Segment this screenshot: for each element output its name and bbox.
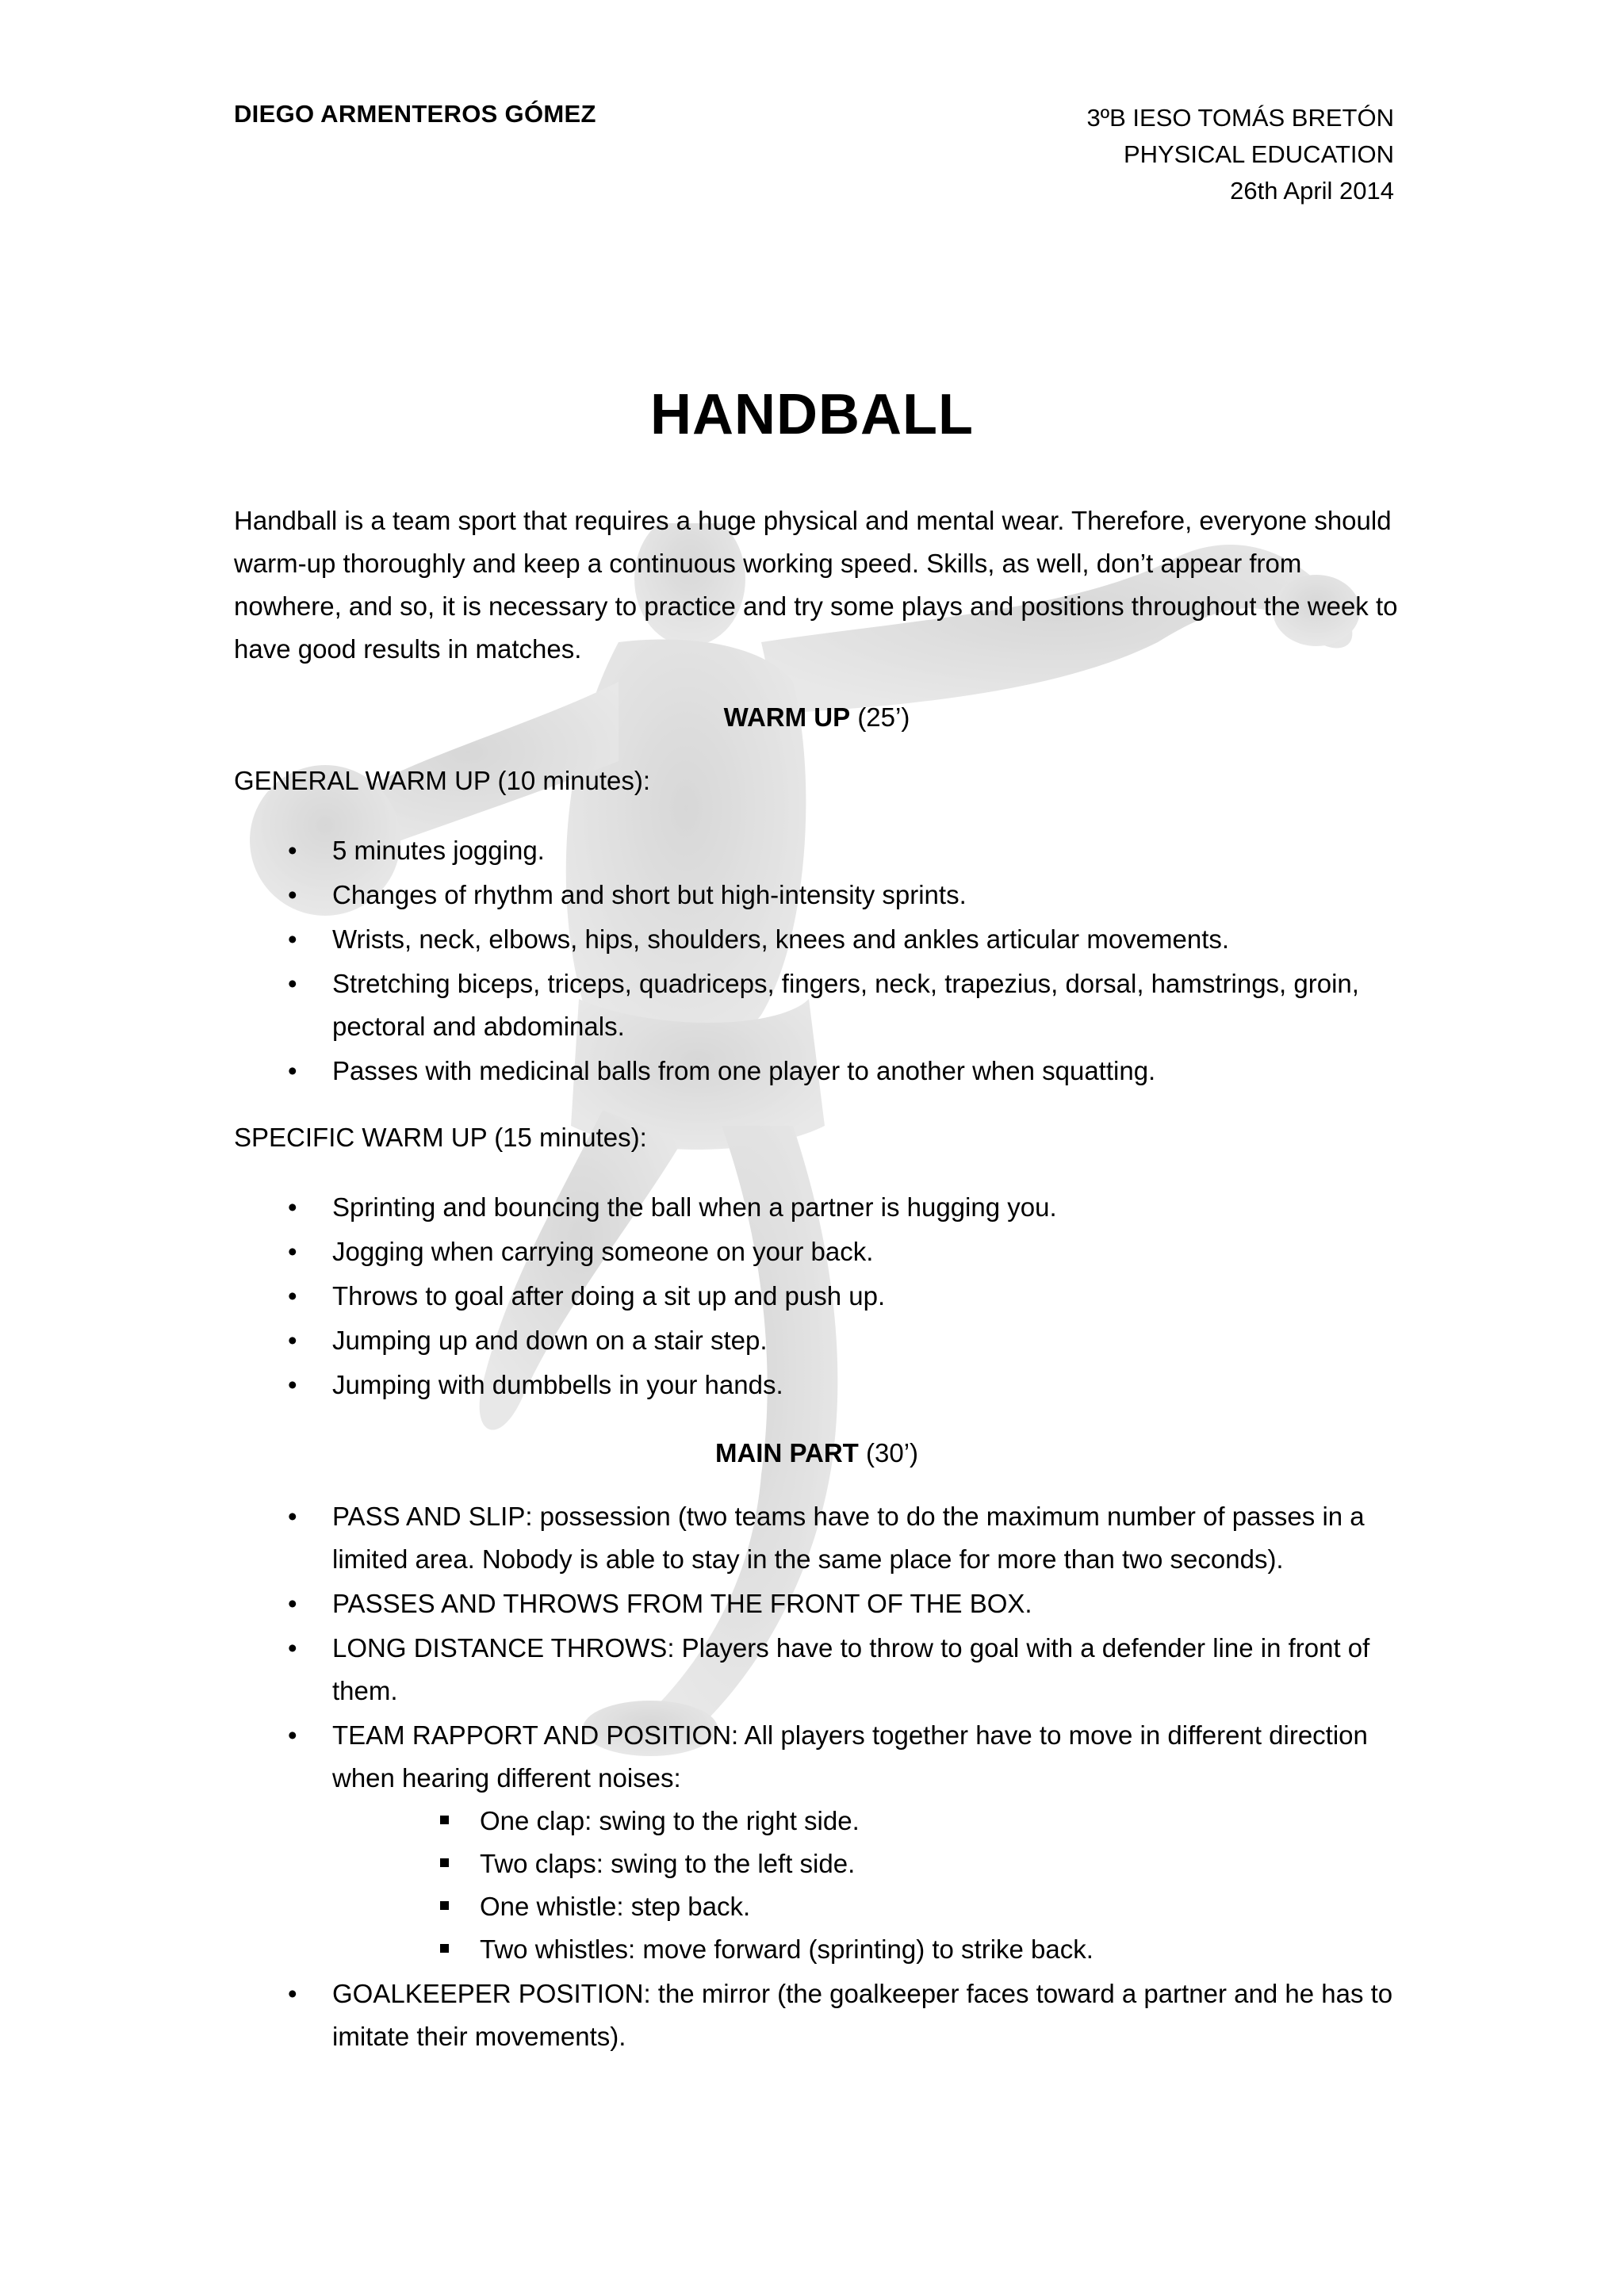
- author-name: DIEGO ARMENTEROS GÓMEZ: [234, 100, 596, 128]
- date-line: 26th April 2014: [1230, 177, 1394, 205]
- general-warm-up-list: [234, 829, 1400, 1093]
- bullet-icon: •: [288, 1633, 297, 1663]
- list-item: [234, 1319, 1400, 1362]
- list-item-text: Wrists, neck, elbows, hips, shoulders, knees and ankles articular movements.: [332, 924, 1230, 954]
- list-item-text: Changes of rhythm and short but high-intensity sprints.: [332, 880, 967, 909]
- sub-list-item-text: One clap: swing to the right side.: [480, 1806, 860, 1835]
- list-item: [234, 1495, 1400, 1581]
- specific-warm-up-list: [234, 1186, 1400, 1406]
- list-item-text: Jumping with dumbbells in your hands.: [332, 1370, 783, 1399]
- bullet-icon: •: [288, 1720, 297, 1750]
- document-title: HANDBALL: [650, 383, 974, 446]
- list-item-text: Stretching biceps, triceps, quadriceps, fingers, neck, trapezius, dorsal, hamstrings, groin, pectoral and abdominals.: [332, 969, 1359, 1041]
- document-body: [234, 499, 1400, 2082]
- list-item: [234, 1364, 1400, 1406]
- list-item: [234, 962, 1400, 1048]
- school-info: [839, 100, 1394, 209]
- school-line: 3ºB IESO TOMÁS BRETÓN: [1086, 104, 1394, 132]
- intro-paragraph: Handball is a team sport that requires a huge physical and mental wear. Therefore, everyone should warm-up thoroughly and keep a continuous working speed. Skills, as well, don’t appear from nowhere, and so, it is necessary to practice and try some plays and positions throughout the week to have good results in matches.: [234, 506, 1398, 664]
- bullet-icon: •: [288, 836, 297, 865]
- list-item: [234, 1275, 1400, 1318]
- list-item-text: Jogging when carrying someone on your back.: [332, 1237, 874, 1266]
- bullet-icon: •: [288, 1281, 297, 1311]
- list-item-text: Jumping up and down on a stair step.: [332, 1326, 768, 1355]
- bullet-icon: •: [288, 969, 297, 998]
- list-item-text: PASSES AND THROWS FROM THE FRONT OF THE BOX.: [332, 1589, 1032, 1618]
- sub-list-item-text: One whistle: step back.: [480, 1892, 751, 1921]
- list-item-text: 5 minutes jogging.: [332, 836, 545, 865]
- list-item: [234, 829, 1400, 872]
- sub-list-item: [332, 1800, 1400, 1843]
- list-item-text: Sprinting and bouncing the ball when a partner is hugging you.: [332, 1192, 1057, 1222]
- square-bullet-icon: [440, 1858, 449, 1867]
- main-part-duration: (30’): [866, 1438, 919, 1468]
- bullet-icon: •: [288, 1502, 297, 1531]
- list-item-text: PASS AND SLIP: possession (two teams have to do the maximum number of passes in a limited area. Nobody is able to stay in the same place for more than two seconds).: [332, 1502, 1365, 1574]
- sub-list-item: [332, 1885, 1400, 1928]
- list-item: [234, 1627, 1400, 1712]
- sub-list-item-text: Two claps: swing to the left side.: [480, 1849, 856, 1878]
- main-part-list: [234, 1495, 1400, 2058]
- bullet-icon: •: [288, 1237, 297, 1266]
- list-item: [234, 1186, 1400, 1229]
- square-bullet-icon: [440, 1944, 449, 1953]
- list-item-text: TEAM RAPPORT AND POSITION: All players together have to move in different direction when hearing different noises:: [332, 1720, 1368, 1793]
- square-bullet-icon: [440, 1816, 449, 1824]
- sub-list-item-text: Two whistles: move forward (sprinting) to strike back.: [480, 1934, 1094, 1964]
- sub-list-item: [332, 1928, 1400, 1971]
- list-item: [234, 1973, 1400, 2058]
- sub-list-item: [332, 1843, 1400, 1885]
- list-item-text: Throws to goal after doing a sit up and push up.: [332, 1281, 886, 1311]
- list-item: [234, 918, 1400, 961]
- specific-warm-up-label: SPECIFIC WARM UP (15 minutes):: [234, 1123, 647, 1152]
- bullet-icon: •: [288, 1370, 297, 1399]
- bullet-icon: •: [288, 1589, 297, 1618]
- bullet-icon: •: [288, 880, 297, 909]
- warm-up-duration: (25’): [857, 702, 910, 732]
- list-item-text: Passes with medicinal balls from one player to another when squatting.: [332, 1056, 1156, 1085]
- bullet-icon: •: [288, 1056, 297, 1085]
- main-part-heading: [234, 1432, 1400, 1475]
- bullet-icon: •: [288, 1326, 297, 1355]
- warm-up-heading: [234, 696, 1400, 739]
- course-line: PHYSICAL EDUCATION: [1123, 140, 1394, 168]
- main-part-title: MAIN PART: [714, 1438, 859, 1468]
- list-item: [234, 1714, 1400, 1971]
- list-item-text: GOALKEEPER POSITION: the mirror (the goalkeeper faces toward a partner and he has to imitate their movements).: [332, 1979, 1393, 2051]
- list-item: [234, 874, 1400, 916]
- noise-signal-list: [332, 1800, 1400, 1971]
- list-item: [234, 1230, 1400, 1273]
- list-item-text: LONG DISTANCE THROWS: Players have to throw to goal with a defender line in front of them.: [332, 1633, 1370, 1705]
- square-bullet-icon: [440, 1901, 449, 1910]
- list-item: [234, 1050, 1400, 1093]
- warm-up-title: WARM UP: [723, 702, 851, 732]
- bullet-icon: •: [288, 924, 297, 954]
- list-item: [234, 1582, 1400, 1625]
- bullet-icon: •: [288, 1192, 297, 1222]
- bullet-icon: •: [288, 1979, 297, 2008]
- general-warm-up-label: GENERAL WARM UP (10 minutes):: [234, 766, 651, 795]
